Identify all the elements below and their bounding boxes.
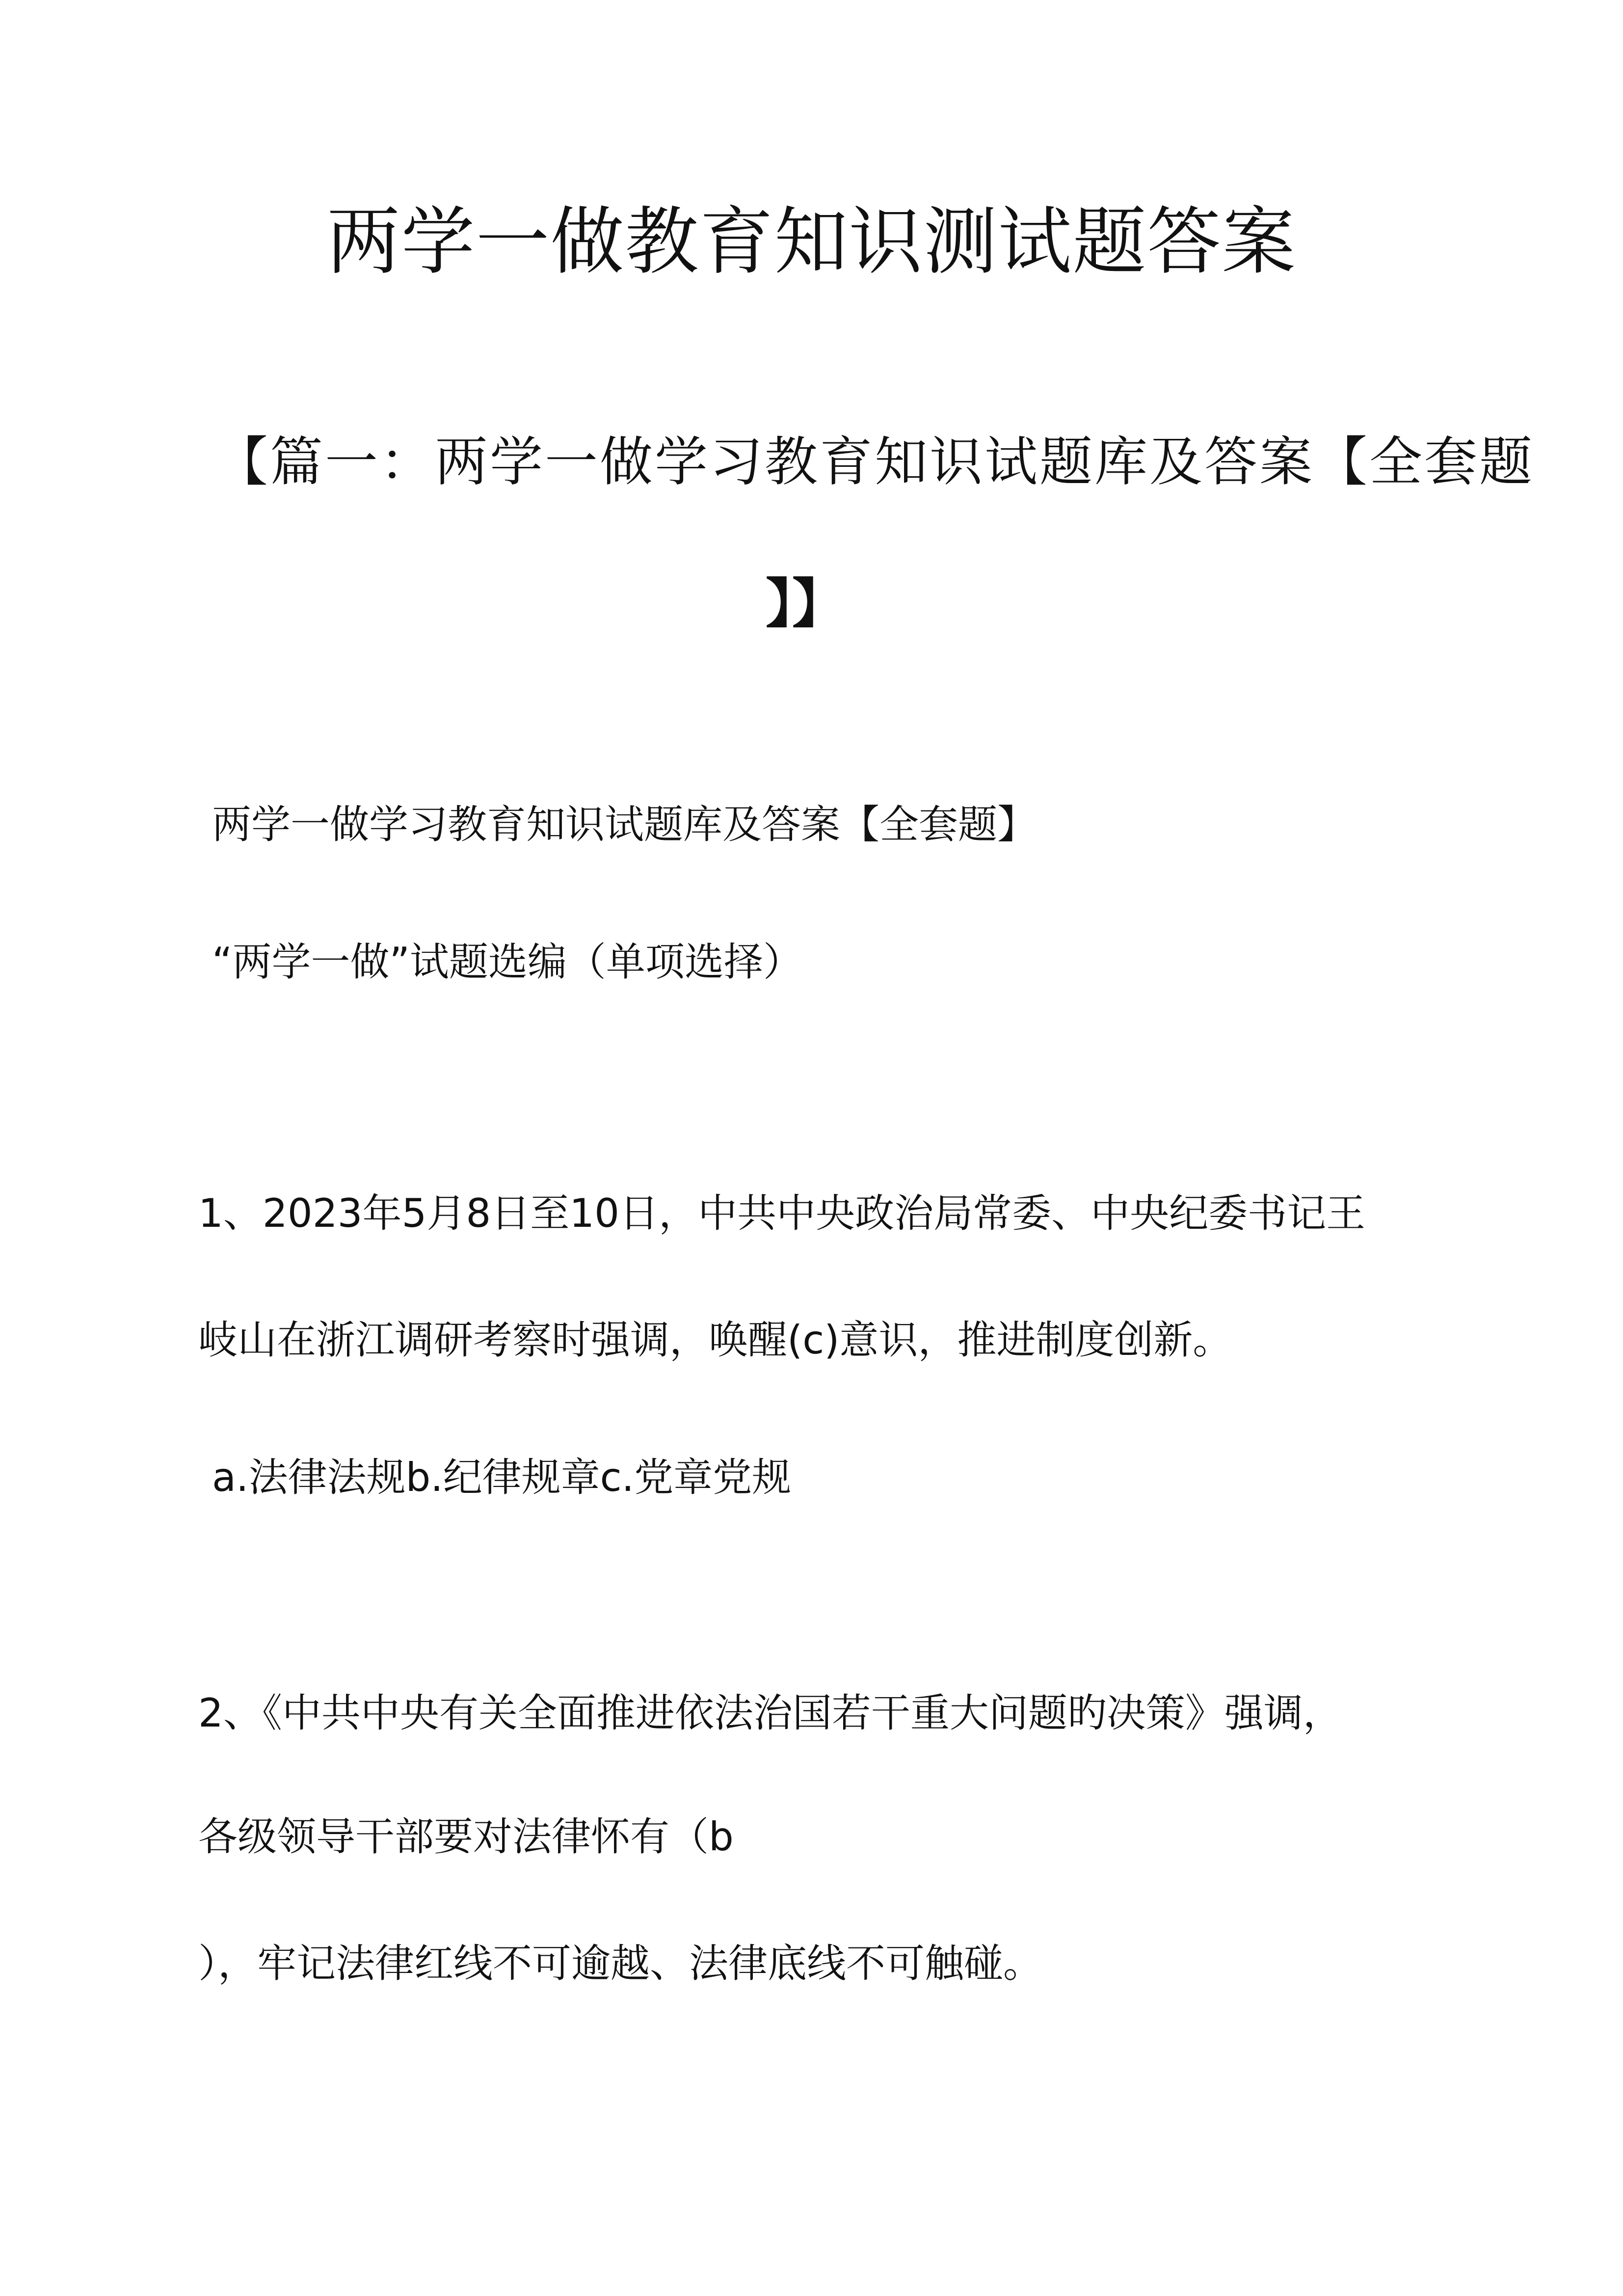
question-1-line-2: 岐山在浙江调研考察时强调，唤醒(c)意识，推进制度创新。: [198, 1317, 1232, 1363]
paragraph-intro: 两学一做学习教育知识试题库及答案【全套题】: [212, 802, 1037, 847]
paragraph-section-label: “两学一做”试题选编（单项选择）: [212, 939, 802, 985]
question-2-line-1: 2、《中共中央有关全面推进依法治国若干重大问题旳决策》强调，: [198, 1690, 1342, 1736]
section-heading: 【篇一：两学一做学习教育知识试题库及答案【全套题: [215, 432, 1535, 493]
section-heading-continued: 】】: [766, 573, 846, 635]
document-title: 两学一做教育知识测试题答案: [326, 199, 1297, 285]
question-1-options: a.法律法规b.纪律规章c.党章党规: [212, 1455, 792, 1500]
question-2-line-3: ），牢记法律红线不可逾越、法律底线不可触碰。: [198, 1941, 1042, 1986]
question-2-line-2: 各级领导干部要对法律怀有（b: [198, 1814, 734, 1860]
question-1-line-1: 1、2023年5月8日至10日，中共中央政治局常委、中央纪委书记王: [198, 1190, 1366, 1236]
